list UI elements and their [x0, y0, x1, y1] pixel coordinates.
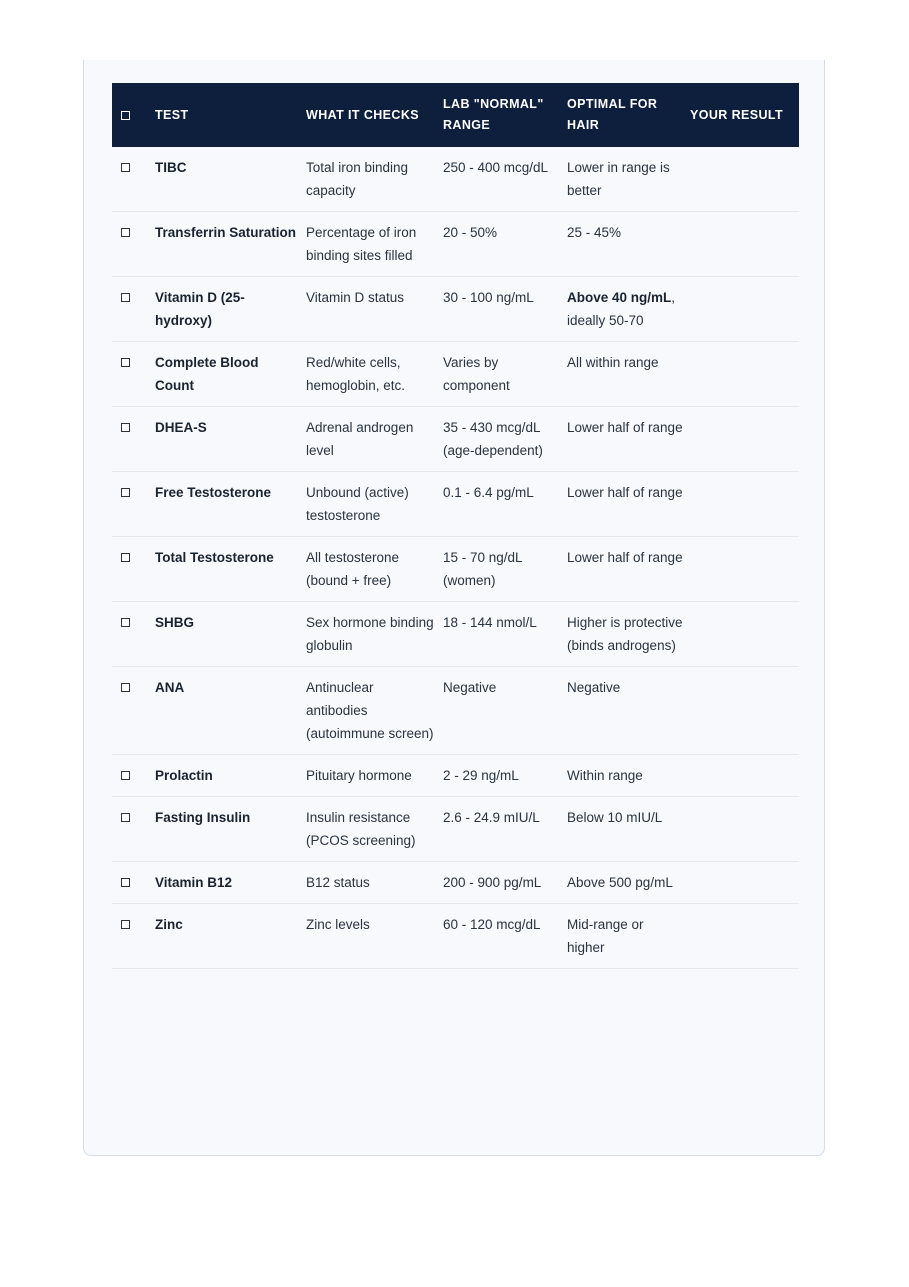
table-row — [112, 755, 799, 797]
table-row — [112, 862, 799, 904]
test-name: Vitamin D (25-hydroxy) — [155, 277, 306, 342]
optimal-for-hair — [567, 755, 690, 797]
what-it-checks: All testosterone (bound + free) — [306, 537, 443, 602]
header-row — [112, 83, 799, 147]
row-checkbox-cell — [112, 602, 155, 667]
row-checkbox-cell — [112, 797, 155, 862]
table-row — [112, 602, 799, 667]
checkbox-icon[interactable] — [121, 488, 130, 497]
optimal-for-hair — [567, 277, 690, 342]
your-result-field[interactable] — [690, 342, 799, 407]
test-name: DHEA-S — [155, 407, 306, 472]
table-header — [112, 83, 799, 147]
your-result-field[interactable] — [690, 602, 799, 667]
optimal-for-hair — [567, 667, 690, 755]
test-name: Complete Blood Count — [155, 342, 306, 407]
row-checkbox-cell — [112, 755, 155, 797]
lab-normal-range: 2.6 - 24.9 mIU/L — [443, 797, 567, 862]
checkbox-icon[interactable] — [121, 771, 130, 780]
optimal-text: Lower half of range — [567, 550, 683, 565]
optimal-text: Lower half of range — [567, 485, 683, 500]
checkbox-icon[interactable] — [121, 683, 130, 692]
row-checkbox-cell — [112, 472, 155, 537]
what-it-checks: Sex hormone binding globulin — [306, 602, 443, 667]
your-result-field[interactable] — [690, 755, 799, 797]
header-test: TEST — [155, 107, 189, 122]
optimal-text: 25 - 45% — [567, 225, 622, 240]
what-it-checks: Vitamin D status — [306, 277, 443, 342]
optimal-for-hair — [567, 904, 690, 969]
optimal-for-hair — [567, 407, 690, 472]
optimal-text: , ideally 50-70 — [567, 290, 676, 328]
lab-normal-range: 60 - 120 mcg/dL — [443, 904, 567, 969]
table-row — [112, 797, 799, 862]
table-row — [112, 277, 799, 342]
header-lab-normal-range: LAB "NORMAL" RANGE — [443, 97, 544, 132]
optimal-text: All within range — [567, 355, 659, 370]
test-name: Total Testosterone — [155, 537, 306, 602]
what-it-checks: Percentage of iron binding sites filled — [306, 212, 443, 277]
checkbox-icon[interactable] — [121, 813, 130, 822]
table-row — [112, 407, 799, 472]
your-result-field[interactable] — [690, 667, 799, 755]
checkbox-icon[interactable] — [121, 423, 130, 432]
lab-normal-range: 18 - 144 nmol/L — [443, 602, 567, 667]
lab-normal-range: 30 - 100 ng/mL — [443, 277, 567, 342]
header-optimal-for-hair: OPTIMAL FOR HAIR — [567, 97, 658, 132]
optimal-text: Lower half of range — [567, 420, 683, 435]
row-checkbox-cell — [112, 667, 155, 755]
what-it-checks: Unbound (active) testosterone — [306, 472, 443, 537]
lab-normal-range: 15 - 70 ng/dL (women) — [443, 537, 567, 602]
what-it-checks: Adrenal androgen level — [306, 407, 443, 472]
row-checkbox-cell — [112, 407, 155, 472]
checkbox-icon[interactable] — [121, 553, 130, 562]
your-result-field[interactable] — [690, 904, 799, 969]
your-result-field[interactable] — [690, 862, 799, 904]
row-checkbox-cell — [112, 537, 155, 602]
checkbox-icon[interactable] — [121, 618, 130, 627]
optimal-text: Higher is protective (binds androgens) — [567, 615, 683, 653]
lab-normal-range: 35 - 430 mcg/dL (age-dependent) — [443, 407, 567, 472]
optimal-emphasis: Above 40 ng/mL — [567, 290, 672, 305]
test-name: Prolactin — [155, 755, 306, 797]
your-result-field[interactable] — [690, 407, 799, 472]
what-it-checks: Zinc levels — [306, 904, 443, 969]
optimal-text: Negative — [567, 680, 621, 695]
optimal-for-hair — [567, 537, 690, 602]
lab-tests-table — [112, 83, 799, 969]
header-checkbox-cell — [112, 83, 155, 147]
optimal-text: Lower in range is better — [567, 160, 670, 198]
test-name: Vitamin B12 — [155, 862, 306, 904]
lab-normal-range: Negative — [443, 667, 567, 755]
optimal-for-hair — [567, 797, 690, 862]
optimal-for-hair — [567, 602, 690, 667]
row-checkbox-cell — [112, 342, 155, 407]
row-checkbox-cell — [112, 147, 155, 212]
optimal-text: Below 10 mIU/L — [567, 810, 663, 825]
checkbox-icon[interactable] — [121, 358, 130, 367]
row-checkbox-cell — [112, 862, 155, 904]
table-row — [112, 147, 799, 212]
what-it-checks: Pituitary hormone — [306, 755, 443, 797]
header-what-it-checks: WHAT IT CHECKS — [306, 107, 419, 122]
checkbox-icon[interactable] — [121, 228, 130, 237]
optimal-text: Above 500 pg/mL — [567, 875, 673, 890]
optimal-for-hair — [567, 472, 690, 537]
what-it-checks: Antinuclear antibodies (autoimmune screen) — [306, 667, 443, 755]
checkbox-icon[interactable] — [121, 878, 130, 887]
test-name: Fasting Insulin — [155, 797, 306, 862]
row-checkbox-cell — [112, 904, 155, 969]
table-row — [112, 904, 799, 969]
table-row — [112, 212, 799, 277]
your-result-field[interactable] — [690, 277, 799, 342]
row-checkbox-cell — [112, 277, 155, 342]
header-your-result: YOUR RESULT — [690, 107, 784, 122]
optimal-for-hair — [567, 212, 690, 277]
test-name: Transferrin Saturation — [155, 212, 306, 277]
table-row — [112, 537, 799, 602]
lab-normal-range: 200 - 900 pg/mL — [443, 862, 567, 904]
row-checkbox-cell — [112, 212, 155, 277]
optimal-text: Within range — [567, 768, 643, 783]
lab-normal-range: 2 - 29 ng/mL — [443, 755, 567, 797]
optimal-for-hair — [567, 342, 690, 407]
test-name: TIBC — [155, 147, 306, 212]
optimal-for-hair — [567, 147, 690, 212]
test-name: ANA — [155, 667, 306, 755]
test-name: SHBG — [155, 602, 306, 667]
optimal-for-hair — [567, 862, 690, 904]
what-it-checks: Red/white cells, hemoglobin, etc. — [306, 342, 443, 407]
checkbox-icon[interactable] — [121, 920, 130, 929]
test-name: Free Testosterone — [155, 472, 306, 537]
your-result-field[interactable] — [690, 147, 799, 212]
lab-normal-range: 0.1 - 6.4 pg/mL — [443, 472, 567, 537]
checkbox-icon[interactable] — [121, 163, 130, 172]
what-it-checks: Insulin resistance (PCOS screening) — [306, 797, 443, 862]
lab-normal-range: 20 - 50% — [443, 212, 567, 277]
checkbox-icon[interactable] — [121, 111, 130, 120]
checkbox-icon[interactable] — [121, 293, 130, 302]
table-row — [112, 342, 799, 407]
your-result-field[interactable] — [690, 212, 799, 277]
table-body — [112, 147, 799, 969]
table-row — [112, 472, 799, 537]
lab-normal-range: Varies by component — [443, 342, 567, 407]
test-name: Zinc — [155, 904, 306, 969]
what-it-checks: B12 status — [306, 862, 443, 904]
your-result-field[interactable] — [690, 797, 799, 862]
your-result-field[interactable] — [690, 472, 799, 537]
your-result-field[interactable] — [690, 537, 799, 602]
table-row — [112, 667, 799, 755]
optimal-text: Mid-range or higher — [567, 917, 644, 955]
what-it-checks: Total iron binding capacity — [306, 147, 443, 212]
lab-normal-range: 250 - 400 mcg/dL — [443, 147, 567, 212]
